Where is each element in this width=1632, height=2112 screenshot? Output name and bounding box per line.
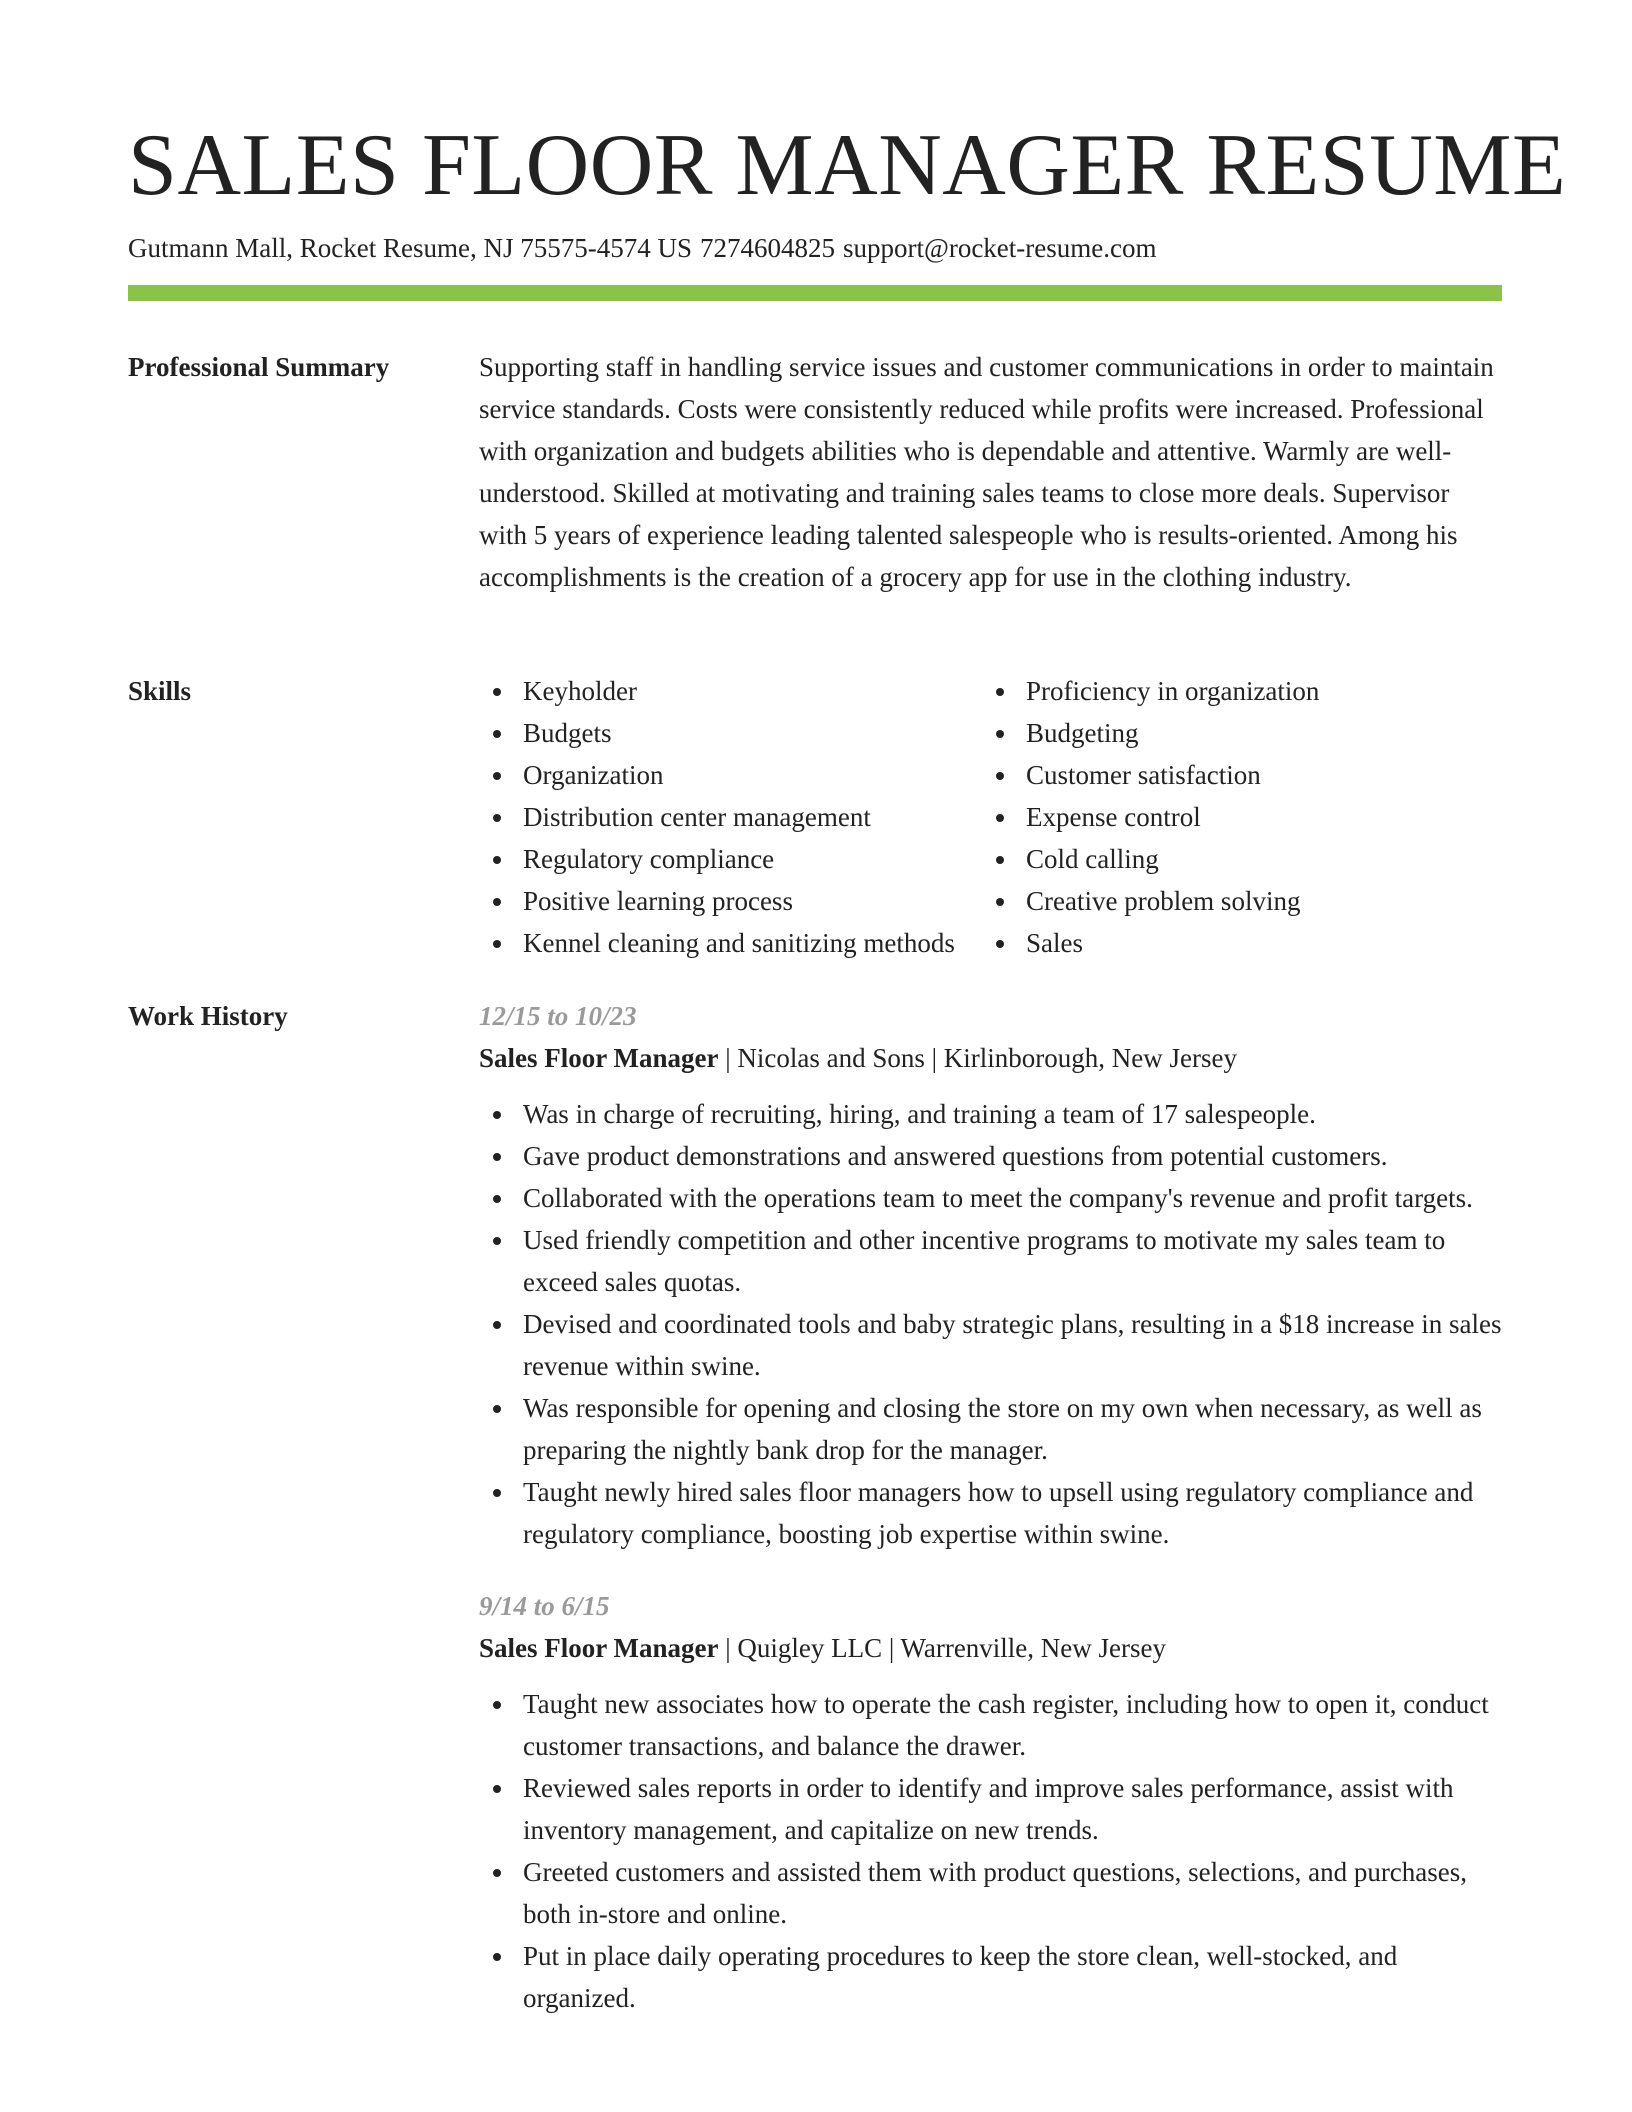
skills-column-right xyxy=(982,670,1502,964)
skill-item: Organization xyxy=(479,754,982,796)
job-separator: | xyxy=(931,1043,938,1073)
skill-item: Keyholder xyxy=(479,670,982,712)
job-title: Sales Floor Manager xyxy=(479,1633,719,1663)
contact-phone: 7274604825 xyxy=(699,233,835,263)
skills-grid xyxy=(479,670,1502,964)
job-separator: | xyxy=(725,1633,731,1663)
job-bullet: Taught new associates how to operate the cash register, including how to open it, conduct customer transactions, and balance the drawer. xyxy=(479,1683,1502,1767)
job-title: Sales Floor Manager xyxy=(479,1043,719,1073)
skill-item: Sales xyxy=(982,922,1502,964)
job-bullet-list xyxy=(479,1683,1502,2019)
summary-body xyxy=(479,346,1502,598)
job-separator: | xyxy=(725,1043,731,1073)
header-accent-rule xyxy=(128,285,1502,301)
work-history-body xyxy=(479,995,1502,2019)
job-bullet: Put in place daily operating procedures to keep the store clean, well-stocked, and organized. xyxy=(479,1935,1502,2019)
contact-email: support@rocket-resume.com xyxy=(842,233,1157,263)
skills-column-left xyxy=(479,670,982,964)
job-dates: 9/14 to 6/15 xyxy=(479,1591,610,1621)
work-history-label: Work History xyxy=(128,1001,288,1031)
job-bullet: Was in charge of recruiting, hiring, and training a team of 17 salespeople. xyxy=(479,1093,1502,1135)
skill-item: Proficiency in organization xyxy=(982,670,1502,712)
job-bullet: Devised and coordinated tools and baby strategic plans, resulting in a $18 increase in sales revenue within swine. xyxy=(479,1303,1502,1387)
job-bullet: Gave product demonstrations and answered questions from potential customers. xyxy=(479,1135,1502,1177)
skill-item: Kennel cleaning and sanitizing methods xyxy=(479,922,982,964)
job-heading xyxy=(479,1037,1502,1079)
skill-item: Positive learning process xyxy=(479,880,982,922)
job-bullet: Used friendly competition and other incentive programs to motivate my sales team to exceed sales quotas. xyxy=(479,1219,1502,1303)
contact-address: Gutmann Mall, Rocket Resume, NJ 75575-4574 US xyxy=(128,233,692,263)
skill-item: Cold calling xyxy=(982,838,1502,880)
skill-item: Regulatory compliance xyxy=(479,838,982,880)
job-bullet: Reviewed sales reports in order to identify and improve sales performance, assist with inventory management, and capitalize on new trends. xyxy=(479,1767,1502,1851)
job-bullet-list xyxy=(479,1093,1502,1555)
skill-item: Creative problem solving xyxy=(982,880,1502,922)
summary-label: Professional Summary xyxy=(128,352,390,382)
summary-text: Supporting staff in handling service issues and customer communications in order to maintain service standards. Costs were consistently reduced while profits were increased. Professional with organization and budgets abilities who is dependable and attentive. Warmly are well-understood. Skilled at motivating and training sales teams to close more deals. Supervisor with 5 years of experience leading talented salespeople who is results-oriented. Among his accomplishments is the creation of a grocery app for use in the clothing industry. xyxy=(479,352,1494,592)
job-dates: 12/15 to 10/23 xyxy=(479,1001,637,1031)
job-location: Kirlinborough, New Jersey xyxy=(943,1043,1237,1073)
job-bullet: Greeted customers and assisted them with product questions, selections, and purchases, both in-store and online. xyxy=(479,1851,1502,1935)
job-company: Quigley LLC xyxy=(737,1633,883,1663)
job-bullet: Taught newly hired sales floor managers how to upsell using regulatory compliance and regulatory compliance, boosting job expertise within swine. xyxy=(479,1471,1502,1555)
resume-title: SALES FLOOR MANAGER RESUME xyxy=(128,117,1567,214)
skill-item: Budgeting xyxy=(982,712,1502,754)
job-heading xyxy=(479,1627,1502,1669)
skill-item: Customer satisfaction xyxy=(982,754,1502,796)
job-entry xyxy=(479,995,1502,1555)
job-entry xyxy=(479,1585,1502,2019)
job-company: Nicolas and Sons xyxy=(737,1043,925,1073)
skill-item: Budgets xyxy=(479,712,982,754)
skills-label: Skills xyxy=(128,676,192,706)
job-bullet: Was responsible for opening and closing the store on my own when necessary, as well as preparing the nightly bank drop for the manager. xyxy=(479,1387,1502,1471)
skill-item: Expense control xyxy=(982,796,1502,838)
job-separator: | xyxy=(888,1633,895,1663)
job-bullet: Collaborated with the operations team to meet the company's revenue and profit targets. xyxy=(479,1177,1502,1219)
skill-item: Distribution center management xyxy=(479,796,982,838)
contact-line xyxy=(128,232,1157,264)
job-location: Warrenville, New Jersey xyxy=(900,1633,1166,1663)
